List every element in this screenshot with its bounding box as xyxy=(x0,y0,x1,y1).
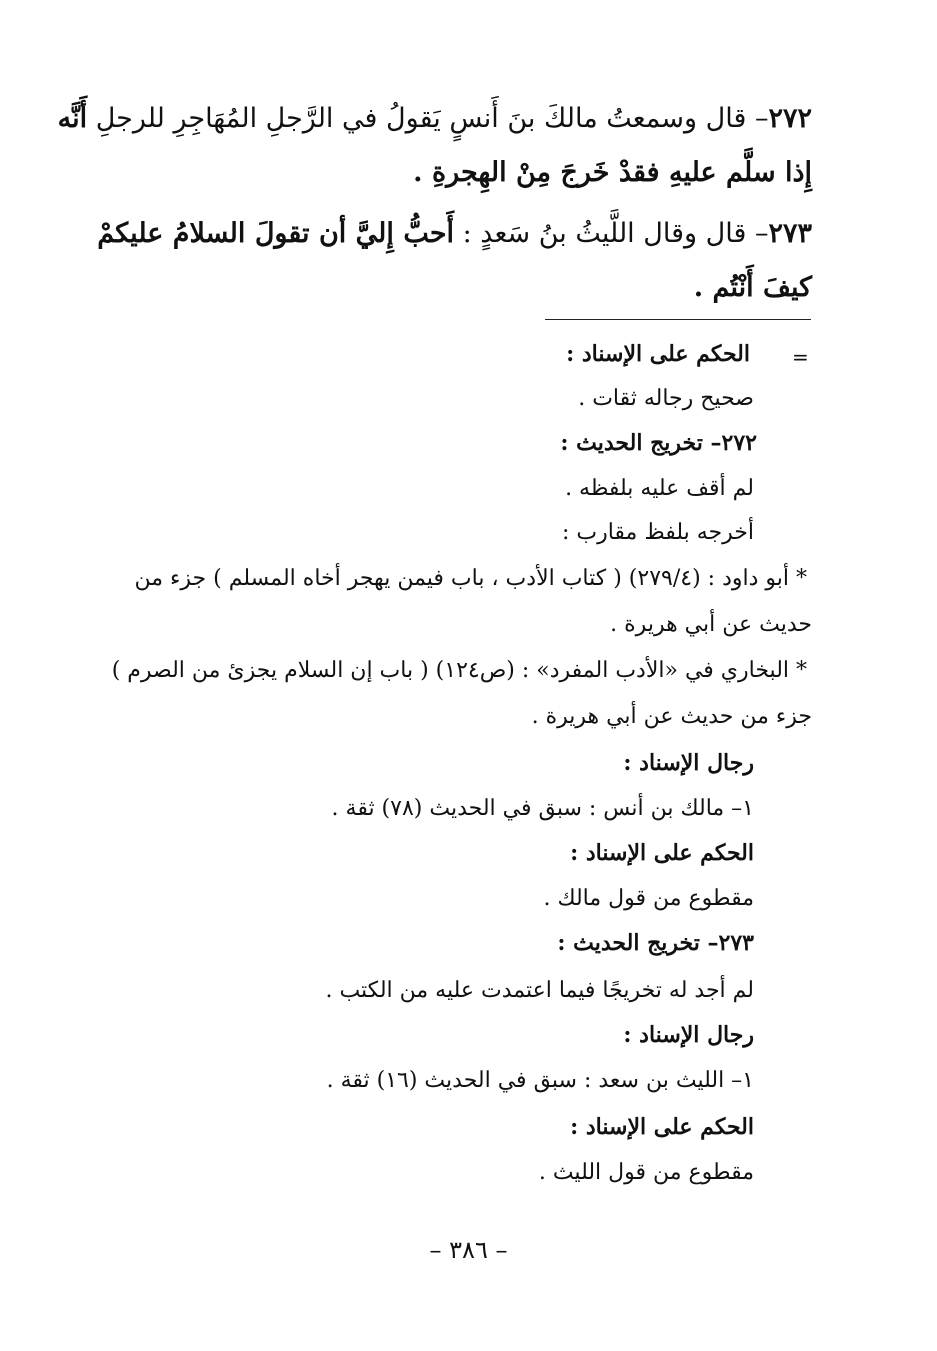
paragraph: ١– الليث بن سعد : سبق في الحديث (١٦) ثقة . xyxy=(326,1068,754,1093)
paragraph: ١– مالك بن أنس : سبق في الحديث (٧٨) ثقة . xyxy=(331,796,754,821)
hadith-text-bold: أَنَّه xyxy=(57,103,88,134)
paragraph: لم أقف عليه بلفظه . xyxy=(565,476,754,501)
hadith-number: ٢٧٣ xyxy=(768,218,812,249)
hadith-272-line-1 xyxy=(58,103,812,135)
hadith-273-line-2: كيفَ أَنْتُم . xyxy=(693,272,812,303)
paragraph: حديث عن أبي هريرة . xyxy=(610,612,812,637)
section-heading: ٢٧٢– تخريج الحديث : xyxy=(560,430,757,456)
paragraph: لم أجد له تخريجًا فيما اعتمدت عليه من الكتب . xyxy=(325,978,754,1003)
paragraph: أخرجه بلفظ مقارب : xyxy=(561,520,754,545)
hadith-272-line-2: إِذا سلَّم عليهِ فقدْ خَرجَ مِنْ الهِجرةِ . xyxy=(413,157,812,188)
hadith-text-bold: أَحبُّ إِليَّ أن تقولَ السلامُ عليكمْ xyxy=(97,218,455,249)
paragraph: مقطوع من قول مالك . xyxy=(543,886,754,911)
section-heading: ٢٧٣– تخريج الحديث : xyxy=(557,930,754,956)
section-heading: رجال الإسناد : xyxy=(623,750,754,776)
paragraph: صحيح رجاله ثقات . xyxy=(578,386,754,411)
paragraph: جزء من حديث عن أبي هريرة . xyxy=(531,704,812,729)
hadith-text: – قال وسمعتُ مالكَ بنَ أَنسٍ يَقولُ في الرَّجلِ المُهَاجِرِ للرجلِ xyxy=(95,103,769,134)
hadith-text: – قال وقال اللَّيثُ بنُ سَعدٍ : xyxy=(462,218,769,249)
footnote-divider xyxy=(545,319,811,320)
paragraph: * البخاري في «الأدب المفرد» : (ص١٢٤) ( باب إن السلام يجزئ من الصرم ) xyxy=(111,658,807,683)
section-heading: الحكم على الإسناد : xyxy=(570,1114,754,1140)
section-heading: رجال الإسناد : xyxy=(623,1022,754,1048)
paragraph: * أبو داود : (٢٧٩/٤) ( كتاب الأدب ، باب فيمن يهجر أخاه المسلم ) جزء من xyxy=(134,566,807,591)
section-heading: الحكم على الإسناد : xyxy=(570,840,754,866)
page-number: – ٣٨٦ – xyxy=(429,1236,508,1264)
hadith-number: ٢٧٢ xyxy=(768,103,812,134)
continuation-mark: = xyxy=(792,345,809,369)
paragraph: مقطوع من قول الليث . xyxy=(538,1160,754,1185)
section-heading: الحكم على الإسناد : xyxy=(566,341,750,367)
hadith-273-line-1 xyxy=(97,218,812,250)
